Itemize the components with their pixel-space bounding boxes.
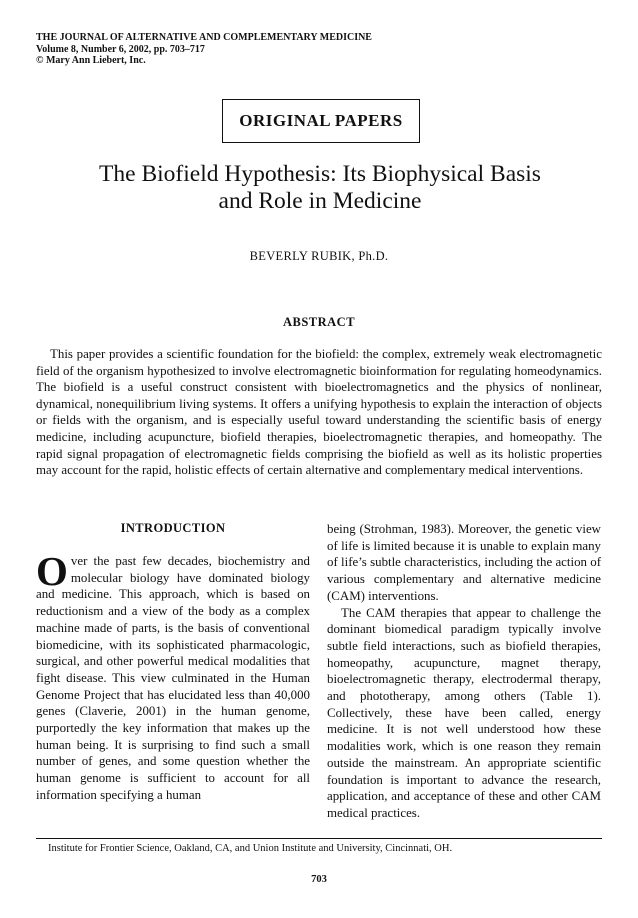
intro-paragraph-1-text: ver the past few decades, biochemistry and molecular biology have dominated biology and medicine. This approach, which is based on reductionism and a view of the body as a complex machine made of parts, is the basis of conventional biomedicine, with its sophisticated pharmacologic, surgical, and other powerful medical modalities that fight disease. This view culminated in the Human Genome Project that has elucidated less than 40,000 genes (Claverie, 2001) in the human genome, purportedly the key information that makes up the human being. It is surprising to find such a small number of genes, and some question whether the human genome is sufficient to account for all information specifying a human: [36, 554, 310, 802]
drop-cap: O: [36, 548, 68, 594]
section-label-box: [222, 99, 420, 143]
abstract-heading: ABSTRACT: [282, 315, 356, 329]
journal-header: [36, 32, 372, 67]
intro-paragraph-2: The CAM therapies that appear to challenge the dominant biomedical paradigm typically involve subtle field interactions, such as biofield therapies, homeopathy, acupuncture, magnet therapy, bioelectromagnetic therapy, electrodermal therapy, and phototherapy, among others (Table 1). Collectively, these have been called, energy medicine. It is not well understood how these modalities work, which is one reason they remain outside the mainstream. An appropriate scientific foundation is important to advance the research, application, and acceptance of these and other CAM medical practices.: [327, 605, 601, 820]
journal-copyright: © Mary Ann Liebert, Inc.: [36, 55, 146, 66]
page-number: 703: [311, 874, 327, 885]
right-column: [327, 521, 601, 822]
left-column: [36, 520, 310, 804]
journal-volume: Volume 8, Number 6, 2002, pp. 703–717: [36, 43, 205, 55]
abstract-text: This paper provides a scientific foundation for the biofield: the complex, extremely weak electromagnetic field of the organism hypothesized to involve electromagnetic bioinformation for regulating homeodynamics. The biofield is a useful construct consistent with bioelectromagnetics and the physics of nonlinear, dynamical, nonequilibrium living systems. It offers a unifying hypothesis to explain the interaction of objects or fields with the organism, and is especially useful toward understanding the scientific basis of energy medicine, including acupuncture, biofield therapies, bioelectromagnetic therapies, and homeopathy. The rapid signal propagation of electromagnetic fields comprising the biofield as well as its holistic properties may account for the rapid, holistic effects of certain alternative and complementary medical interventions.: [36, 347, 602, 478]
affiliation-footnote: Institute for Frontier Science, Oakland, CA, and Union Institute and University, Cincinnati, OH.: [48, 843, 453, 854]
title-line-2: and Role in Medicine: [218, 188, 422, 214]
journal-name: THE JOURNAL OF ALTERNATIVE AND COMPLEMENTARY MEDICINE: [36, 32, 372, 43]
section-label: ORIGINAL PAPERS: [239, 111, 403, 130]
footnote-divider: [36, 838, 602, 839]
title-line-1: The Biofield Hypothesis: Its Biophysical Basis: [99, 161, 541, 187]
paper-title: [40, 161, 600, 215]
intro-paragraph-1: [36, 548, 310, 804]
intro-paragraph-1-continued: being (Strohman, 1983). Moreover, the genetic view of life is limited because it is unable to explain many of life’s subtle characteristics, including the action of various complementary and alternative medicine (CAM) interventions.: [327, 522, 601, 603]
introduction-heading: INTRODUCTION: [120, 521, 226, 535]
author: BEVERLY RUBIK, Ph.D.: [249, 249, 389, 263]
